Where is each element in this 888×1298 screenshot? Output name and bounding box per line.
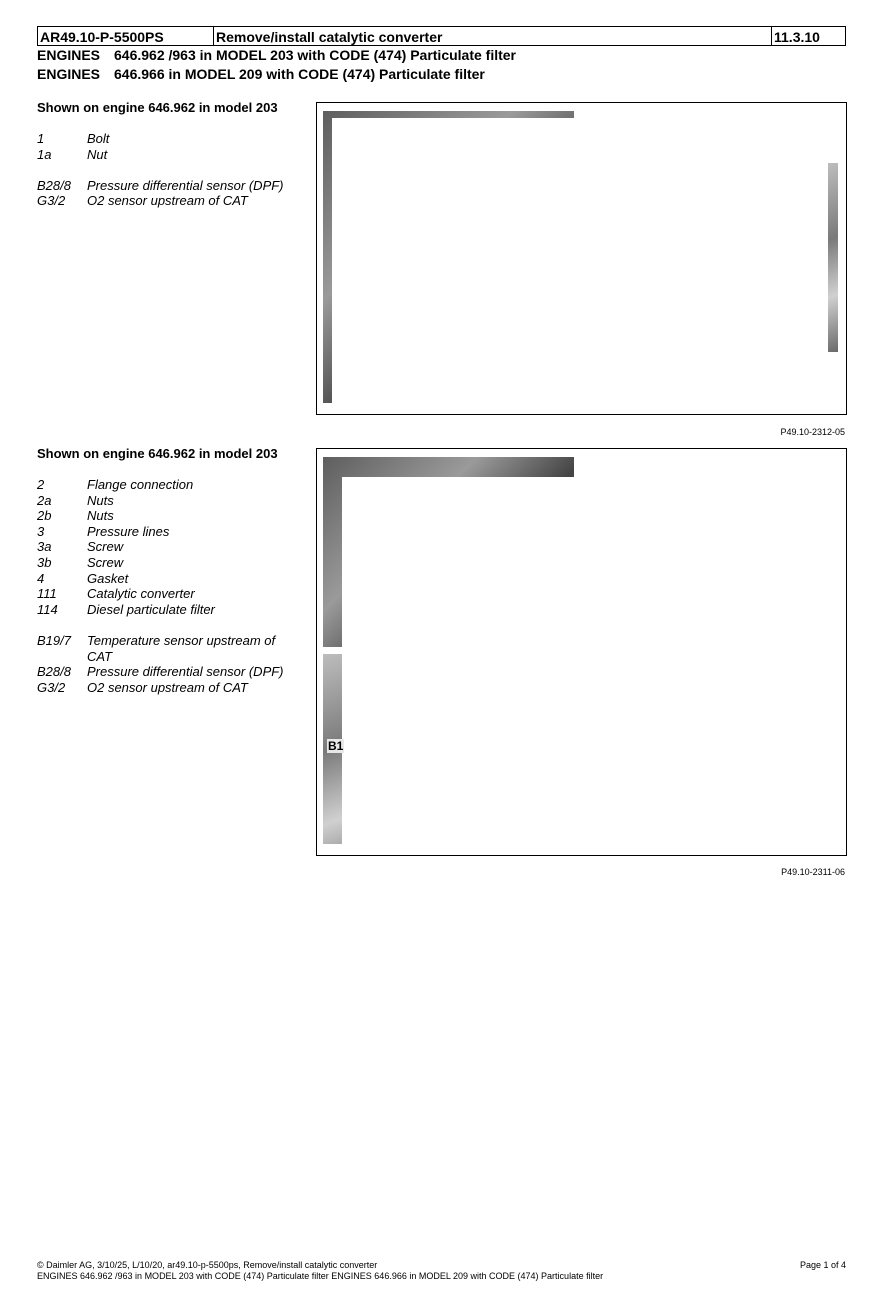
- legend-desc: O2 sensor upstream of CAT: [87, 679, 248, 695]
- figure-2: [316, 448, 847, 856]
- legend-code: 4: [37, 570, 45, 586]
- document-code: AR49.10-P-5500PS: [38, 27, 214, 45]
- engine-label: ENGINES: [37, 66, 101, 82]
- footer-line-2: ENGINES 646.962 /963 in MODEL 203 with CODE (474) Particulate filter ENGINES 646.966 in MODEL 209 with CODE (474) Particulate filter: [37, 1271, 604, 1281]
- legend-desc: Nuts: [87, 492, 114, 508]
- legend-desc: Flange connection: [87, 477, 194, 492]
- legend-item: [37, 178, 297, 194]
- legend-desc: Nut: [87, 146, 108, 162]
- legend-code: 2: [37, 477, 45, 492]
- legend-code: 2a: [37, 492, 52, 508]
- legend-code: G3/2: [37, 193, 66, 209]
- legend-desc: Catalytic converter: [87, 586, 195, 602]
- legend-item: [37, 524, 297, 540]
- legend-code: 3: [37, 523, 45, 539]
- engine-applicability-2: [37, 66, 485, 82]
- legend-item: [37, 555, 297, 571]
- section-1-legend: [37, 131, 297, 209]
- figure-label-b1: B1: [328, 739, 344, 753]
- figure-2-code: P49.10-2311-06: [781, 867, 845, 877]
- figure-1: [316, 102, 847, 415]
- legend-item: [37, 508, 297, 524]
- legend-item: [37, 602, 297, 618]
- legend-item: [37, 193, 297, 209]
- legend-item: [37, 131, 297, 147]
- engine-label: ENGINES: [37, 47, 101, 63]
- legend-code: 3a: [37, 539, 52, 555]
- section-2-legend: [37, 477, 297, 695]
- page-number: Page 1 of 4: [799, 1260, 846, 1270]
- engine-photo-fragment: [828, 163, 838, 352]
- figure-1-code: P49.10-2312-05: [780, 427, 845, 437]
- document-header-table: [37, 26, 846, 46]
- document-version: 11.3.10: [774, 29, 820, 45]
- legend-item: [37, 147, 297, 163]
- legend-item: [37, 633, 297, 664]
- legend-item: [37, 477, 297, 493]
- legend-code: 3b: [37, 554, 52, 570]
- legend-item: [37, 664, 297, 680]
- engine-applicability-1: [37, 47, 516, 63]
- legend-code: 114: [37, 601, 58, 617]
- legend-desc: Pressure differential sensor (DPF): [87, 664, 284, 680]
- legend-desc: Bolt: [87, 131, 110, 146]
- legend-code: 1a: [37, 146, 52, 162]
- footer: [37, 1260, 603, 1282]
- legend-code: 111: [37, 586, 57, 602]
- legend-item: [37, 493, 297, 509]
- legend-desc: Pressure differential sensor (DPF): [87, 177, 284, 193]
- legend-item: [37, 539, 297, 555]
- legend-item: [37, 680, 297, 696]
- legend-desc: Diesel particulate filter: [87, 601, 215, 617]
- engine-text: 646.966 in MODEL 209 with CODE (474) Particulate filter: [114, 66, 485, 82]
- legend-code: 2b: [37, 508, 52, 524]
- legend-desc: Temperature sensor upstream of CAT: [87, 632, 276, 664]
- document-title: Remove/install catalytic converter: [214, 27, 772, 45]
- legend-desc: Gasket: [87, 570, 129, 586]
- footer-line-1: © Daimler AG, 3/10/25, L/10/20, ar49.10-p-5500ps, Remove/install catalytic converter: [37, 1260, 378, 1270]
- legend-desc: Screw: [87, 554, 124, 570]
- legend-desc: Pressure lines: [87, 523, 170, 539]
- legend-code: B28/8: [37, 664, 71, 680]
- legend-desc: Screw: [87, 539, 124, 555]
- section-2-title: Shown on engine 646.962 in model 203: [37, 446, 278, 461]
- legend-desc: Nuts: [87, 508, 114, 524]
- legend-code: 1: [37, 131, 45, 146]
- legend-desc: O2 sensor upstream of CAT: [87, 193, 248, 209]
- legend-code: B19/7: [37, 632, 71, 648]
- section-1-title: Shown on engine 646.962 in model 203: [37, 100, 278, 115]
- legend-code: B28/8: [37, 177, 71, 193]
- engine-text: 646.962 /963 in MODEL 203 with CODE (474) Particulate filter: [114, 47, 517, 63]
- legend-code: G3/2: [37, 679, 66, 695]
- legend-item: [37, 586, 297, 602]
- legend-item: [37, 571, 297, 587]
